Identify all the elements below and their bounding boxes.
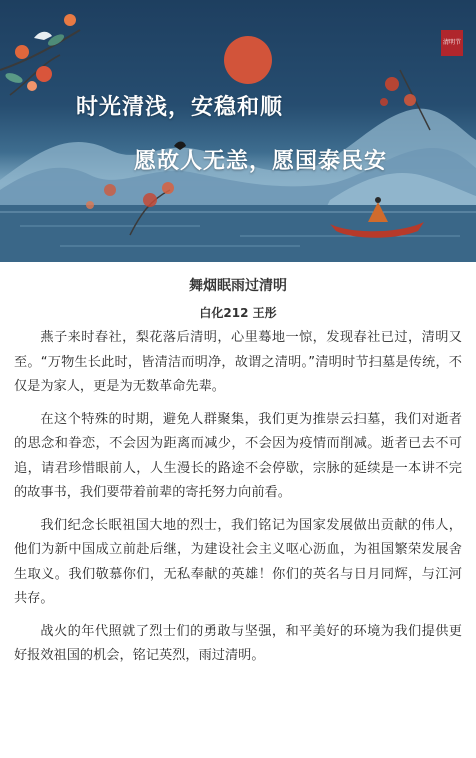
article-paragraph: 我们纪念长眠祖国大地的烈士，我们铭记为国家发展做出贡献的伟人，他们为新中国成立前赴后继，为建设社会主义呕心沥血，为祖国繁荣发展舍生取义。我们敬慕你们，无私奉献的英雄！你们的英名与日月同辉，与江河共存。 <box>14 517 462 606</box>
article-paragraph: 燕子来时春社，梨花落后清明，心里蓦地一惊，发现春社已过，清明又至。“万物生长此时，皆清洁而明净，故谓之清明。”清明时节扫墓是传统，不仅是为家人，更是为无数革命先辈。 <box>14 330 462 394</box>
landscape-illustration <box>0 0 476 262</box>
article-paragraph: 战火的年代照就了烈士们的勇敢与坚强，和平美好的环境为我们提供更好报效祖国的机会，铭记英烈，雨过清明。 <box>14 623 462 663</box>
sun-graphic <box>224 36 272 84</box>
article-byline: 白化212 王彤 <box>199 306 277 320</box>
article-paragraph: 在这个特殊的时期，避免人群聚集，我们更为推崇云扫墓，我们对逝者的思念和眷恋，不会因为距离而减少，不会因为疫情而削减。逝者已去不可追，请君珍惜眼前人，人生漫长的路途不会停歇，宗脉的延续是一本讲不完的故事书，我们要带着前辈的寄托努力向前看。 <box>14 411 462 500</box>
article-title: 舞烟眠雨过清明 <box>189 278 287 294</box>
bird-graphic <box>34 32 52 40</box>
header-banner <box>0 0 476 262</box>
seal-stamp: 清明节 <box>441 30 463 56</box>
article-body <box>0 262 476 758</box>
banner-headline-line2: 愿故人无恙，愿国泰民安 <box>134 149 388 174</box>
banner-headline-line1: 时光清浅，安稳和顺 <box>76 95 284 120</box>
